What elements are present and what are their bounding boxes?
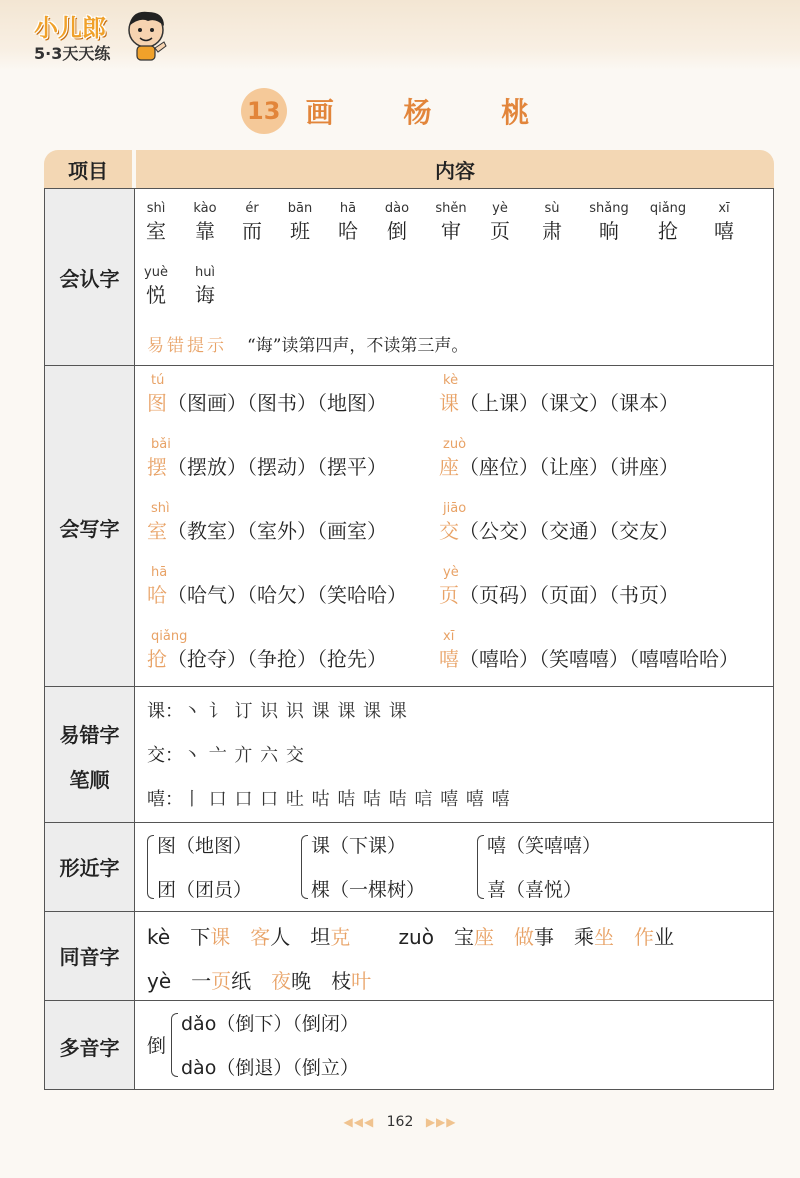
- similar-char: 团（团员）: [157, 879, 253, 901]
- polyphone-reading: dǎo（倒下）（倒闭）: [181, 1013, 359, 1035]
- similar-char: 图（地图）: [157, 835, 253, 857]
- lesson-title-text: 画 杨 桃: [305, 96, 560, 129]
- label-recognize: 会认字: [59, 267, 120, 291]
- label-polyphone: 多音字: [59, 1036, 120, 1060]
- write-item: qiǎng 抢（抢夺）（争抢）（抢先）: [147, 629, 387, 671]
- stroke-order-item: 课：丶 讠 订 识 识 课 课 课 课: [147, 701, 408, 722]
- brace-icon: [171, 1013, 178, 1077]
- recognize-char: qiǎng 抢: [649, 201, 687, 243]
- write-item: hā 哈（哈气）（哈欠）（笑哈哈）: [147, 565, 407, 607]
- recognize-char: xī 嘻: [714, 201, 734, 243]
- recognize-char: yè 页: [490, 201, 510, 243]
- brace-icon: [477, 835, 484, 899]
- recognize-char: hā 哈: [338, 201, 358, 243]
- prev-arrows-icon: ◀◀◀: [343, 1115, 375, 1129]
- write-item: tú 图（图画）（图书）（地图）: [147, 373, 387, 415]
- recognize-char: kào 靠: [193, 201, 217, 243]
- label-homophone: 同音字: [59, 945, 120, 969]
- row-divider: [45, 1000, 773, 1001]
- row-divider: [45, 686, 773, 687]
- label-write: 会写字: [59, 517, 120, 541]
- header-item: 项目: [44, 150, 132, 190]
- write-item: shì 室（教室）（室外）（画室）: [147, 501, 387, 543]
- vocab-table: [44, 150, 774, 1090]
- brand-name: 小儿郎: [34, 14, 106, 42]
- stroke-order-item: 交：丶 亠 亣 六 交: [147, 745, 305, 766]
- header-content: 内容: [136, 150, 774, 190]
- lesson-title: [0, 88, 800, 134]
- recognize-char: dào 倒: [384, 201, 410, 243]
- similar-char: 嘻（笑嘻嘻）: [487, 835, 602, 857]
- brace-icon: [147, 835, 154, 899]
- write-item: xī 嘻（嘻哈）（笑嘻嘻）（嘻嘻哈哈）: [439, 629, 739, 671]
- recognize-char: sù 肃: [542, 201, 562, 243]
- row-divider: [45, 365, 773, 366]
- recognize-char: shǎng 晌: [589, 201, 629, 243]
- page-number: 162: [386, 1114, 414, 1130]
- mascot-icon: [120, 6, 172, 62]
- write-item: zuò 座（座位）（让座）（讲座）: [439, 437, 679, 479]
- recognize-char: shěn 审: [435, 201, 467, 243]
- brace-icon: [301, 835, 308, 899]
- next-arrows-icon: ▶▶▶: [425, 1115, 457, 1129]
- stroke-order-item: 嘻：丨 口 口 口 吐 咕 咭 咭 咭 唁 嘻 嘻 嘻: [147, 789, 511, 810]
- page-footer: [0, 1114, 800, 1130]
- polyphone-char: 倒: [147, 1035, 167, 1057]
- row-divider: [45, 911, 773, 912]
- table-frame: [44, 188, 774, 1090]
- label-stroke-2: 笔顺: [69, 768, 110, 792]
- brand-series: 5·3天天练: [34, 44, 111, 63]
- recognize-char: huì 诲: [194, 265, 216, 307]
- recognize-char: bān 班: [287, 201, 313, 243]
- brand-logo: [34, 8, 110, 64]
- row-divider: [45, 822, 773, 823]
- error-tip-text: “诲”读第四声，不读第三声。: [247, 336, 469, 356]
- homophone-row: yè 一页纸 夜晚 枝叶: [147, 969, 372, 993]
- label-similar: 形近字: [59, 856, 120, 880]
- label-stroke-1: 易错字: [59, 723, 120, 747]
- similar-char: 课（下课）: [311, 835, 407, 857]
- write-item: bǎi 摆（摆放）（摆动）（摆平）: [147, 437, 387, 479]
- homophone-row: kè 下课 客人 坦克 zuò 宝座 做事 乘坐 作业: [147, 925, 674, 949]
- recognize-char: ér 而: [242, 201, 262, 243]
- polyphone-reading: dào（倒退）（倒立）: [181, 1057, 359, 1079]
- similar-char: 喜（喜悦）: [487, 879, 583, 901]
- recognize-char: shì 室: [146, 201, 166, 243]
- write-item: kè 课（上课）（课文）（课本）: [439, 373, 679, 415]
- error-tip-label: 易错提示: [147, 336, 227, 356]
- write-item: jiāo 交（公交）（交通）（交友）: [439, 501, 679, 543]
- error-tip: [147, 331, 468, 356]
- recognize-char: yuè 悦: [144, 265, 168, 307]
- write-item: yè 页（页码）（页面）（书页）: [439, 565, 679, 607]
- similar-char: 棵（一棵树）: [311, 879, 426, 901]
- lesson-number-badge: 13: [241, 88, 287, 134]
